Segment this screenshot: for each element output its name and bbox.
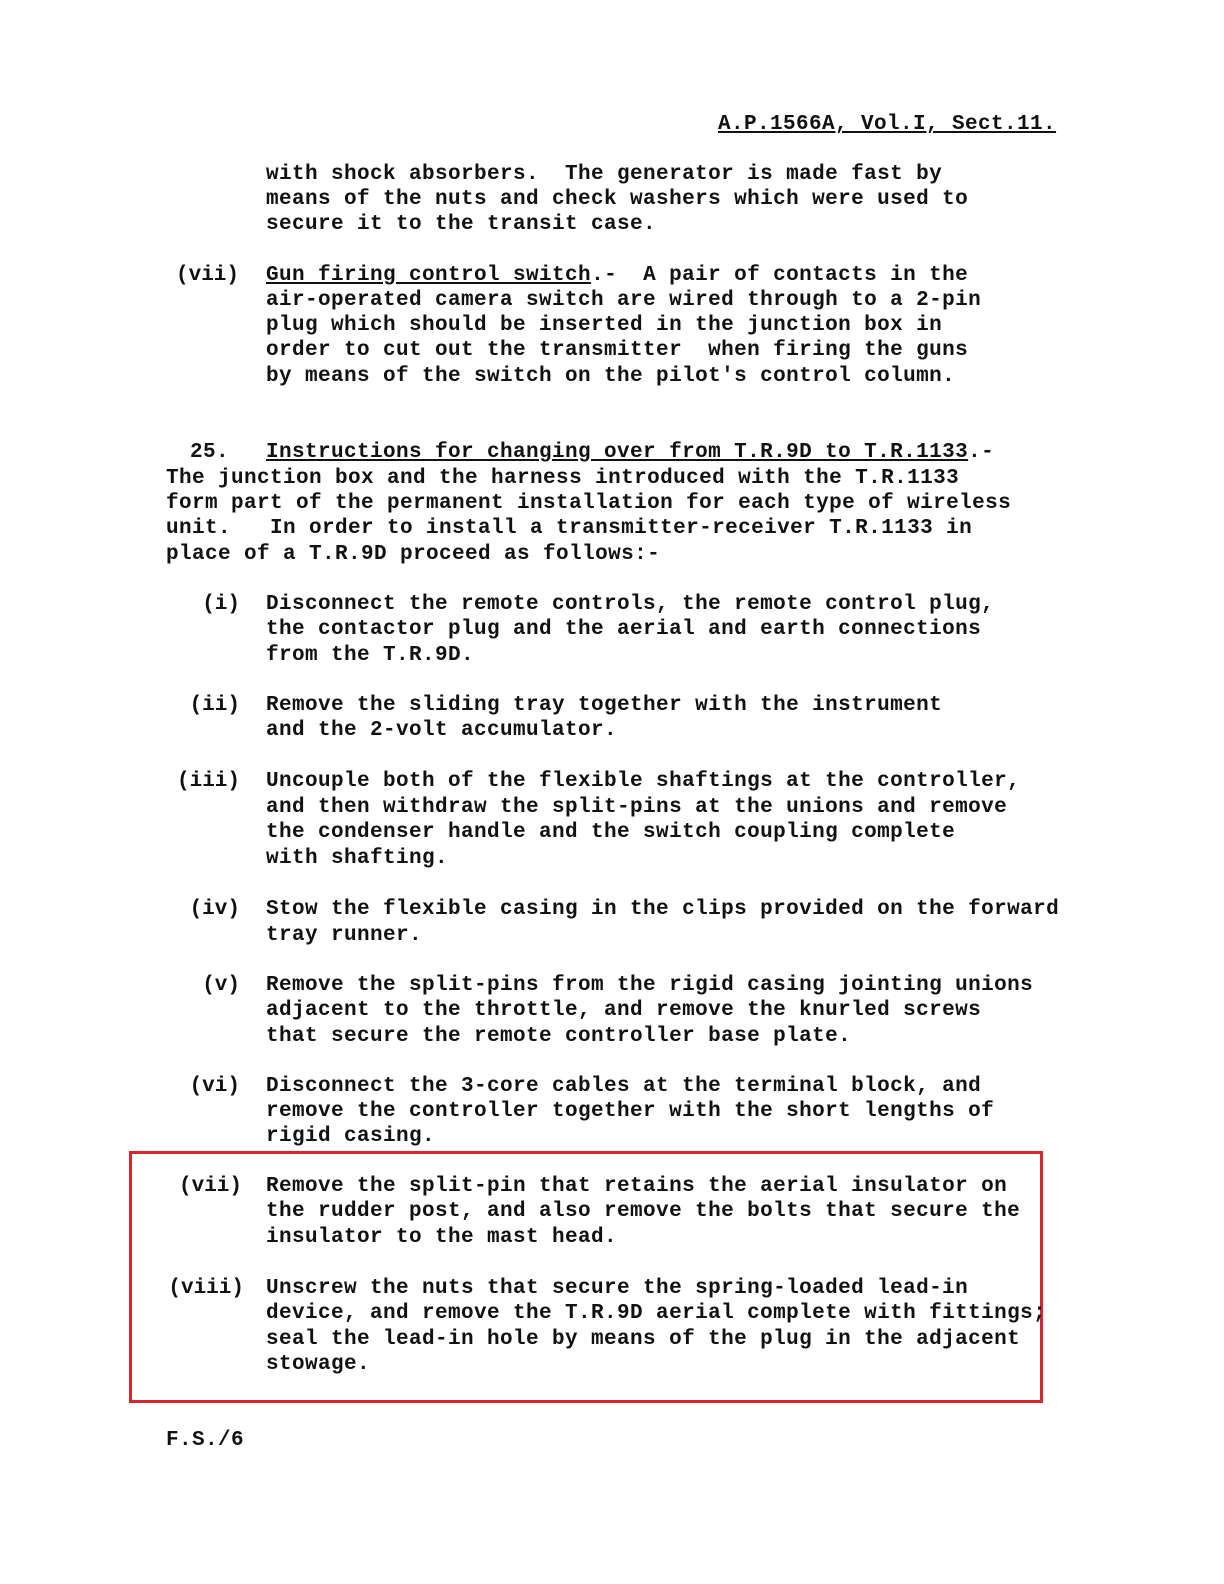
item-line: order to cut out the transmitter when firing the guns bbox=[266, 339, 969, 362]
item-heading-rest: .- A pair of contacts in the bbox=[591, 264, 969, 287]
item-line: device, and remove the T.R.9D aerial complete with fittings; bbox=[266, 1302, 1047, 1325]
item-line: the contactor plug and the aerial and earth connections bbox=[266, 618, 982, 641]
item-line: remove the controller together with the short lengths of bbox=[266, 1100, 995, 1123]
item-number: (v) bbox=[202, 974, 240, 997]
paragraph-heading: Instructions for changing over from T.R.9D to T.R.1133 bbox=[266, 441, 969, 464]
item-line: Remove the split-pin that retains the aerial insulator on bbox=[266, 1175, 1008, 1198]
item-line: Disconnect the remote controls, the remote control plug, bbox=[266, 593, 995, 616]
item-line: with shafting. bbox=[266, 847, 449, 870]
paragraph-line: The junction box and the harness introduced with the T.R.1133 bbox=[166, 467, 960, 490]
item-line: the rudder post, and also remove the bolts that secure the bbox=[266, 1200, 1021, 1223]
item-line: Remove the split-pins from the rigid casing jointing unions bbox=[266, 974, 1034, 997]
item-line: Uncouple both of the flexible shaftings at the controller, bbox=[266, 770, 1021, 793]
item-number: (i) bbox=[202, 593, 240, 616]
item-heading-line bbox=[266, 263, 968, 289]
item-line: and then withdraw the split-pins at the unions and remove bbox=[266, 796, 1008, 819]
paragraph-heading-suffix: .- bbox=[968, 441, 995, 464]
item-line: adjacent to the throttle, and remove the knurled screws bbox=[266, 999, 982, 1022]
paragraph-number: 25. bbox=[190, 441, 230, 464]
item-number: (ii) bbox=[189, 694, 240, 717]
paragraph-line: place of a T.R.9D proceed as follows:- bbox=[166, 543, 661, 566]
item-line: by means of the switch on the pilot's control column. bbox=[266, 365, 956, 388]
continuation-line: secure it to the transit case. bbox=[266, 213, 657, 236]
item-line: Stow the flexible casing in the clips provided on the forward bbox=[266, 898, 1060, 921]
item-line: the condenser handle and the switch coupling complete bbox=[266, 821, 956, 844]
item-line: that secure the remote controller base plate. bbox=[266, 1025, 852, 1048]
item-line: Disconnect the 3-core cables at the terminal block, and bbox=[266, 1075, 982, 1098]
item-number: (vi) bbox=[189, 1075, 240, 1098]
item-line: rigid casing. bbox=[266, 1125, 436, 1148]
page-footer: F.S./6 bbox=[166, 1429, 245, 1452]
item-number: (iii) bbox=[176, 770, 240, 793]
document-reference-header: A.P.1566A, Vol.I, Sect.11. bbox=[718, 113, 1057, 136]
item-line: and the 2-volt accumulator. bbox=[266, 719, 618, 742]
item-line: air-operated camera switch are wired through to a 2-pin bbox=[266, 289, 982, 312]
item-line: stowage. bbox=[266, 1353, 371, 1376]
paragraph-line: form part of the permanent installation for each type of wireless bbox=[166, 492, 1012, 515]
item-line: seal the lead-in hole by means of the plug in the adjacent bbox=[266, 1328, 1021, 1351]
continuation-line: with shock absorbers. The generator is made fast by bbox=[266, 163, 943, 186]
item-number: (vii) bbox=[176, 264, 240, 287]
paragraph-line: unit. In order to install a transmitter-receiver T.R.1133 in bbox=[166, 517, 973, 540]
paragraph-heading-line bbox=[266, 440, 994, 466]
item-heading: Gun firing control switch bbox=[266, 264, 592, 287]
item-line: insulator to the mast head. bbox=[266, 1226, 618, 1249]
item-line: Unscrew the nuts that secure the spring-loaded lead-in bbox=[266, 1277, 969, 1300]
item-line: from the T.R.9D. bbox=[266, 644, 475, 667]
item-number: (vii) bbox=[178, 1175, 242, 1198]
item-line: tray runner. bbox=[266, 924, 423, 947]
item-line: Remove the sliding tray together with the instrument bbox=[266, 694, 943, 717]
item-number: (viii) bbox=[168, 1277, 244, 1300]
item-line: plug which should be inserted in the junction box in bbox=[266, 314, 943, 337]
continuation-line: means of the nuts and check washers which were used to bbox=[266, 188, 969, 211]
item-number: (iv) bbox=[189, 898, 240, 921]
